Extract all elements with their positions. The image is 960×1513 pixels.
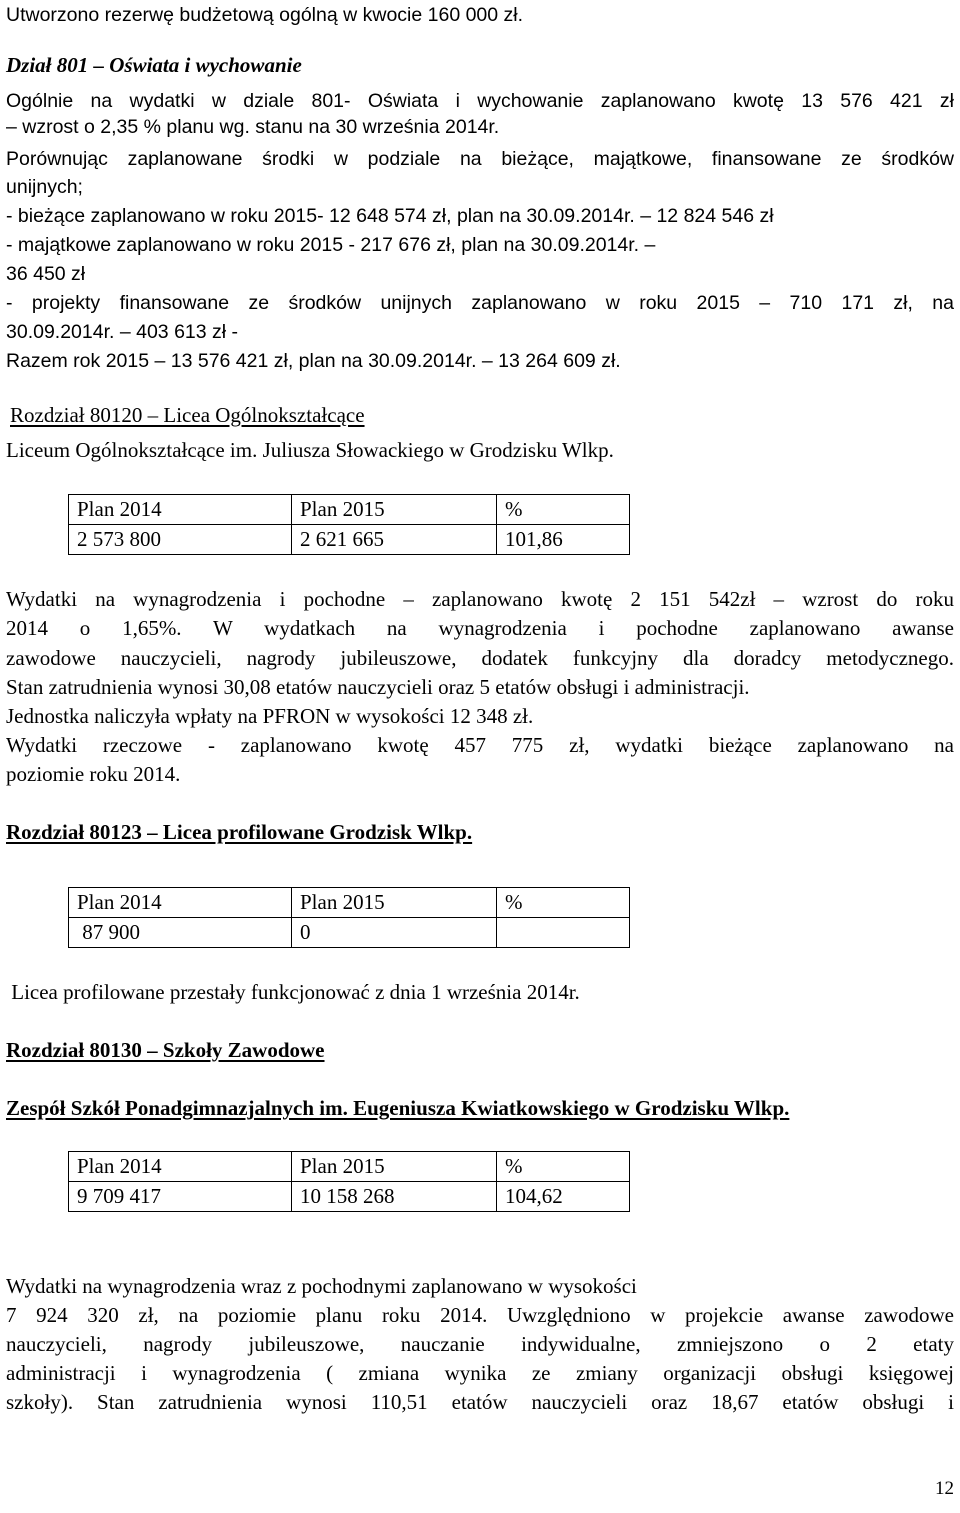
p-80120-5: Jednostka naliczyła wpłaty na PFRON w wysokości 12 348 zł. [6, 704, 534, 728]
rozdzial-80120-heading: Rozdział 80120 – Licea Ogólnokształcące [10, 403, 365, 427]
value-plan-2015: 2 621 665 [292, 525, 497, 555]
text-line-porownujac: Porównując zaplanowane środki w podziale na bieżące, majątkowe, finansowane ze środków [6, 148, 954, 170]
header-plan-2014: Plan 2014 [69, 495, 292, 525]
p-80130-5: szkoły). Stan zatrudnienia wynosi 110,51 etatów nauczycieli oraz 18,67 etatów obsługi i [6, 1390, 954, 1414]
liceum-subheading: Liceum Ogólnokształcące im. Juliusza Słowackiego w Grodzisku Wlkp. [6, 438, 614, 462]
rozdzial-80130-heading: Rozdział 80130 – Szkoły Zawodowe [6, 1038, 325, 1062]
text-line-rezerwa: Utworzono rezerwę budżetową ogólną w kwocie 160 000 zł. [6, 4, 524, 26]
text-line-projekty: - projekty finansowane ze środków unijnych zaplanowano w roku 2015 – 710 171 zł, na [6, 292, 954, 314]
rozdzial-80123-heading: Rozdział 80123 – Licea profilowane Grodzisk Wlkp. [6, 820, 473, 844]
value-plan-2014: 9 709 417 [69, 1182, 292, 1212]
header-percent: % [497, 495, 630, 525]
value-plan-2015: 10 158 268 [292, 1182, 497, 1212]
text-line-biezace: - bieżące zaplanowano w roku 2015- 12 648 574 zł, plan na 30.09.2014r. – 12 824 546 zł [6, 205, 774, 227]
text-line-razem: Razem rok 2015 – 13 576 421 zł, plan na 30.09.2014r. – 13 264 609 zł. [6, 350, 621, 372]
header-plan-2014: Plan 2014 [69, 1152, 292, 1182]
value-percent: 101,86 [497, 525, 630, 555]
p-80130-4: administracji i wynagrodzenia ( zmiana wynika ze zmiany organizacji obsługi księgowej [6, 1361, 954, 1385]
header-percent: % [497, 888, 630, 918]
value-percent [497, 918, 630, 948]
plan-table-80123 [68, 887, 630, 948]
p-80123-1: Licea profilowane przestały funkcjonować z dnia 1 września 2014r. [6, 980, 580, 1004]
zsp-subheading: Zespół Szkół Ponadgimnazjalnych im. Eugeniusza Kwiatkowskiego w Grodzisku Wlkp. [6, 1096, 790, 1120]
p-80120-3: zawodowe nauczycieli, nagrody jubileuszowe, dodatek funkcyjny dla doradcy metodycznego. [6, 646, 954, 670]
text-line-ogolnie: Ogólnie na wydatki w dziale 801- Oświata i wychowanie zaplanowano kwotę 13 576 421 zł [6, 90, 954, 112]
table-header-row [69, 495, 630, 525]
p-80120-6: Wydatki rzeczowe - zaplanowano kwotę 457 775 zł, wydatki bieżące zaplanowano na [6, 733, 954, 757]
header-plan-2015: Plan 2015 [292, 1152, 497, 1182]
header-plan-2015: Plan 2015 [292, 888, 497, 918]
plan-table-80130 [68, 1151, 630, 1212]
text-line-projekty-plan: 30.09.2014r. – 403 613 zł - [6, 321, 239, 343]
p-80130-3: nauczycieli, nagrody jubileuszowe, nauczanie indywidualne, zmniejszono o 2 etaty [6, 1332, 954, 1356]
table-header-row [69, 1152, 630, 1182]
dzial-heading: Dział 801 – Oświata i wychowanie [6, 53, 302, 77]
p-80120-2: 2014 o 1,65%. W wydatkach na wynagrodzenia i pochodne zaplanowano awanse [6, 616, 954, 640]
header-plan-2014: Plan 2014 [69, 888, 292, 918]
p-80120-1: Wydatki na wynagrodzenia i pochodne – zaplanowano kwotę 2 151 542zł – wzrost do roku [6, 587, 954, 611]
plan-table-80120 [68, 494, 630, 555]
p-80130-2: 7 924 320 zł, na poziomie planu roku 2014. Uwzględniono w projekcie awanse zawodowe [6, 1303, 954, 1327]
text-line-majatkowe-kwota: 36 450 zł [6, 263, 86, 285]
header-percent: % [497, 1152, 630, 1182]
text-line-wzrost: – wzrost o 2,35 % planu wg. stanu na 30 września 2014r. [6, 116, 500, 138]
text-line-majatkowe: - majątkowe zaplanowano w roku 2015 - 217 676 zł, plan na 30.09.2014r. – [6, 234, 656, 256]
page-number: 12 [935, 1478, 954, 1499]
value-plan-2015: 0 [292, 918, 497, 948]
table-row [69, 918, 630, 948]
p-80120-7: poziomie roku 2014. [6, 762, 181, 786]
text-line-unijnych: unijnych; [6, 176, 83, 198]
p-80130-1: Wydatki na wynagrodzenia wraz z pochodnymi zaplanowano w wysokości [6, 1274, 637, 1298]
header-plan-2015: Plan 2015 [292, 495, 497, 525]
value-plan-2014: 87 900 [69, 918, 292, 948]
value-percent: 104,62 [497, 1182, 630, 1212]
p-80120-4: Stan zatrudnienia wynosi 30,08 etatów nauczycieli oraz 5 etatów obsługi i administracji. [6, 675, 750, 699]
table-row [69, 525, 630, 555]
value-plan-2014: 2 573 800 [69, 525, 292, 555]
table-row [69, 1182, 630, 1212]
table-header-row [69, 888, 630, 918]
